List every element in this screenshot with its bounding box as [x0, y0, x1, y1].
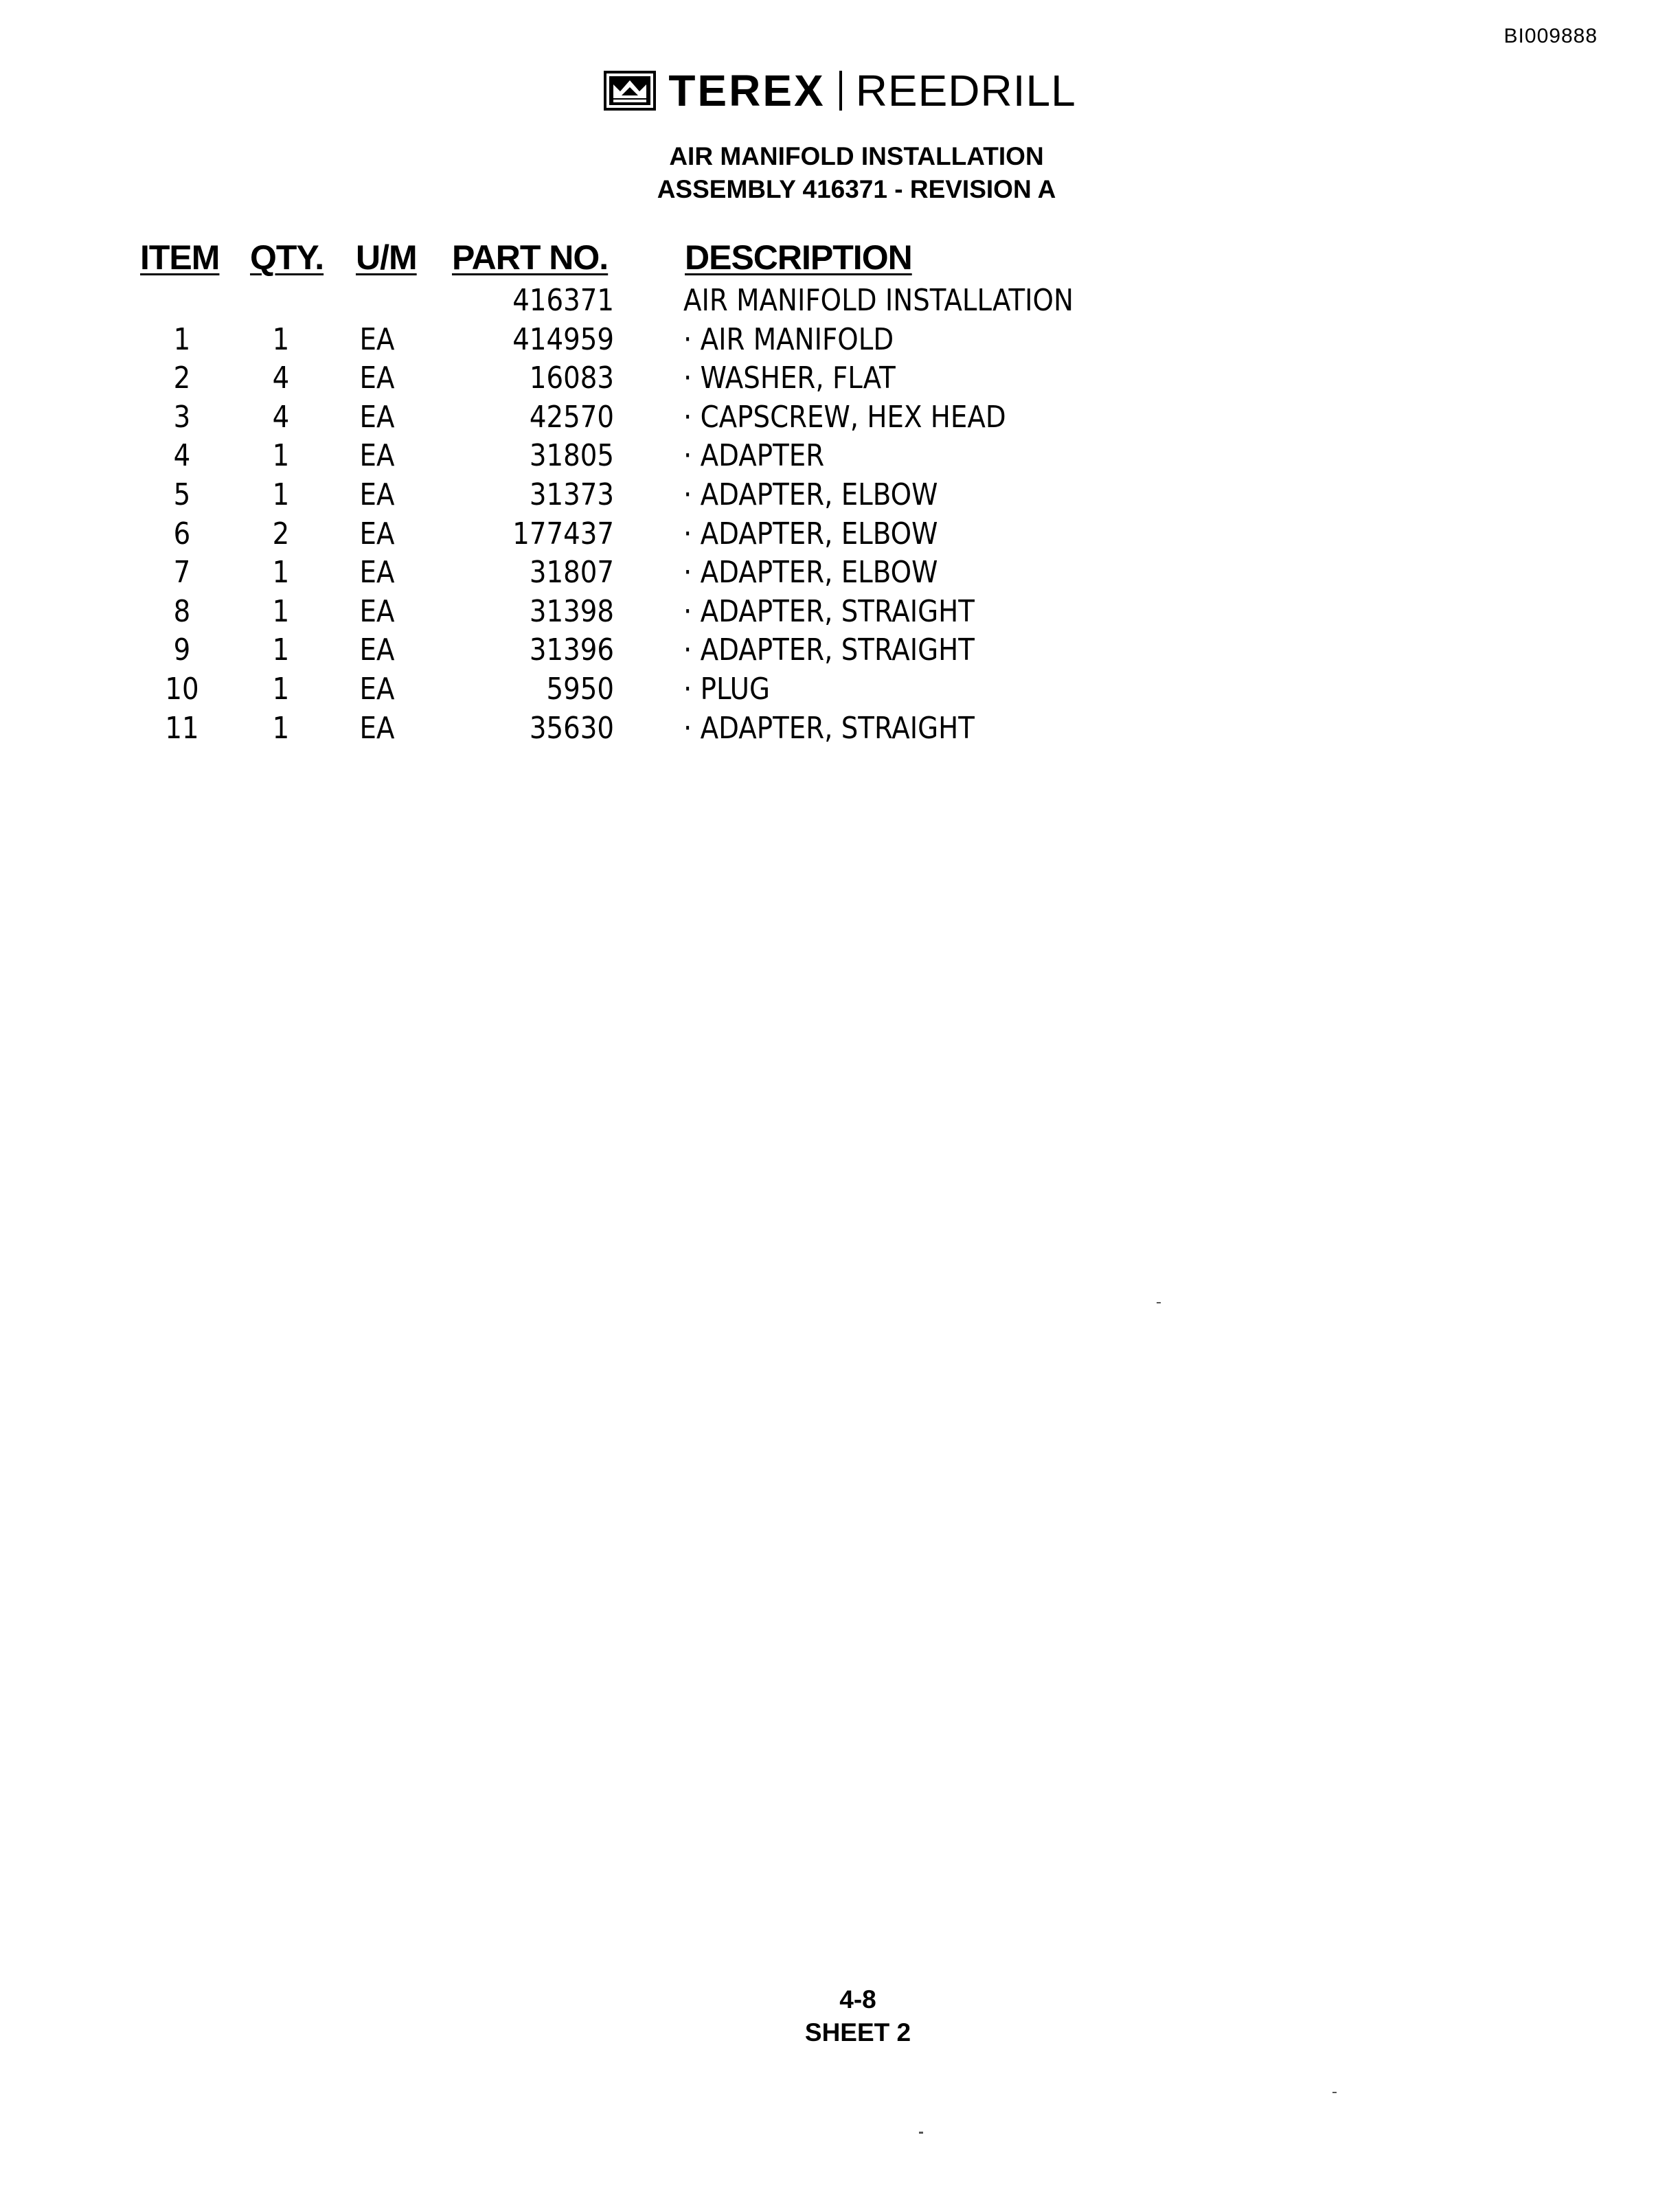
cell-part-no: 35630: [529, 710, 614, 746]
cell-item: 6: [173, 516, 191, 551]
cell-part-no: 31805: [529, 438, 614, 474]
cell-qty: 4: [272, 361, 290, 396]
scan-speck: [1157, 1302, 1161, 1303]
table-row: [137, 515, 1236, 554]
cell-part-no: 414959: [512, 321, 614, 357]
document-id: BI009888: [1503, 25, 1598, 47]
header-qty: QTY.: [250, 238, 324, 277]
cell-item: 10: [165, 671, 199, 707]
table-row: [137, 282, 1236, 321]
cell-item: 9: [173, 632, 191, 668]
document-title: [0, 140, 1680, 206]
cell-description: · ADAPTER, ELBOW: [683, 516, 938, 551]
cell-item: 1: [173, 321, 191, 357]
cell-qty: 1: [272, 632, 290, 668]
cell-part-no: 31396: [529, 632, 614, 668]
cell-item: 11: [165, 710, 199, 746]
cell-qty: 1: [272, 671, 290, 707]
table-row: [137, 476, 1236, 515]
cell-description: · PLUG: [683, 671, 770, 707]
cell-description: AIR MANIFOLD INSTALLATION: [683, 283, 1074, 318]
brand-secondary-name: REEDRILL: [855, 66, 1076, 115]
cell-um: EA: [359, 516, 395, 551]
table-row: [137, 321, 1236, 360]
header-um: U/M: [356, 238, 417, 277]
table-row: [137, 631, 1236, 670]
cell-description: · ADAPTER: [683, 438, 825, 474]
cell-description: · CAPSCREW, HEX HEAD: [683, 399, 1006, 435]
cell-um: EA: [359, 399, 395, 435]
cell-qty: 1: [272, 438, 290, 474]
table-row: [137, 437, 1236, 476]
parts-table: [137, 238, 1236, 748]
table-row: [137, 359, 1236, 398]
cell-qty: 2: [272, 516, 290, 551]
cell-um: EA: [359, 361, 395, 396]
cell-item: 8: [173, 593, 191, 629]
cell-part-no: 16083: [529, 361, 614, 396]
cell-um: EA: [359, 477, 395, 512]
cell-item: 4: [173, 438, 191, 474]
cell-qty: 4: [272, 399, 290, 435]
page-number: 4-8: [839, 1985, 876, 2014]
cell-description: · ADAPTER, ELBOW: [683, 477, 938, 512]
cell-um: EA: [359, 632, 395, 668]
cell-part-no: 31398: [529, 593, 614, 629]
cell-um: EA: [359, 438, 395, 474]
table-row: [137, 398, 1236, 437]
cell-um: EA: [359, 593, 395, 629]
cell-um: EA: [359, 710, 395, 746]
cell-qty: 1: [272, 710, 290, 746]
cell-qty: 1: [272, 555, 290, 591]
brand-divider: [839, 71, 842, 111]
cell-description: · WASHER, FLAT: [683, 361, 896, 396]
cell-qty: 1: [272, 477, 290, 512]
title-line-2: ASSEMBLY 416371 - REVISION A: [657, 175, 1056, 203]
cell-um: EA: [359, 671, 395, 707]
table-row: [137, 593, 1236, 632]
scan-speck: [1332, 2092, 1337, 2093]
cell-qty: 1: [272, 593, 290, 629]
cell-part-no: 42570: [529, 399, 614, 435]
page-footer: [0, 1983, 1680, 2049]
cell-description: · ADAPTER, STRAIGHT: [683, 710, 975, 746]
cell-item: 5: [173, 477, 191, 512]
brand-primary-name: TEREX: [668, 66, 826, 115]
cell-description: · ADAPTER, STRAIGHT: [683, 593, 975, 629]
title-line-1: AIR MANIFOLD INSTALLATION: [669, 142, 1044, 170]
cell-part-no: 31807: [529, 555, 614, 591]
header-description: DESCRIPTION: [685, 238, 912, 277]
scan-speck: [919, 2132, 923, 2134]
table-row: [137, 670, 1236, 709]
cell-item: 2: [173, 361, 191, 396]
header-item: ITEM: [140, 238, 220, 277]
cell-description: · AIR MANIFOLD: [683, 321, 894, 357]
table-body: [137, 282, 1236, 748]
cell-part-no: 5950: [546, 671, 614, 707]
table-header-row: [137, 238, 1236, 282]
sheet-number: SHEET 2: [804, 2018, 911, 2046]
brand-header: [0, 63, 1680, 118]
cell-item: 3: [173, 399, 191, 435]
cell-item: 7: [173, 555, 191, 591]
brand-logo: [604, 66, 1076, 115]
cell-part-no: 177437: [512, 516, 614, 551]
terex-crown-logo-icon: [604, 71, 656, 111]
cell-description: · ADAPTER, ELBOW: [683, 555, 938, 591]
table-row: [137, 709, 1236, 749]
cell-description: · ADAPTER, STRAIGHT: [683, 632, 975, 668]
table-row: [137, 554, 1236, 593]
header-part-no: PART NO.: [452, 238, 609, 277]
cell-um: EA: [359, 321, 395, 357]
cell-um: EA: [359, 555, 395, 591]
cell-part-no: 416371: [512, 283, 614, 318]
cell-qty: 1: [272, 321, 290, 357]
cell-part-no: 31373: [529, 477, 614, 512]
